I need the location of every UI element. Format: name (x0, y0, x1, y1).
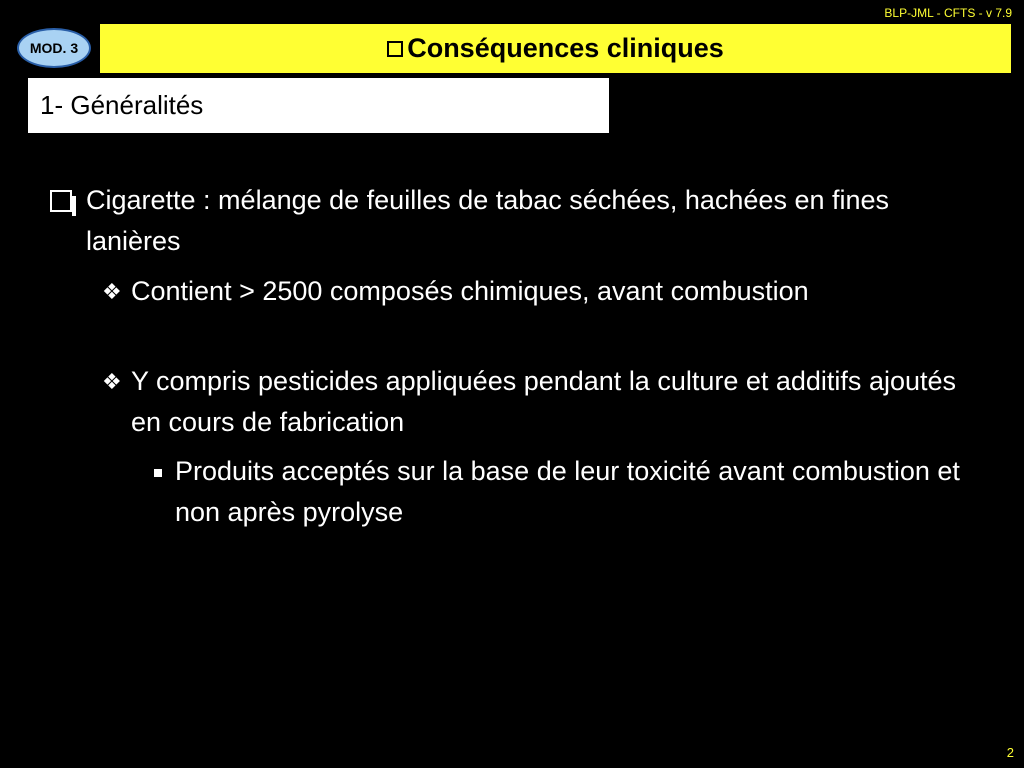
page-number: 2 (1006, 745, 1014, 760)
diamond-bullet-icon: ❖ (102, 369, 122, 394)
bullet-level1 (48, 180, 988, 262)
title-bar (100, 24, 1011, 73)
slide-title (387, 33, 724, 64)
bullet-level2-a (102, 271, 962, 312)
checkbox-bullet-icon (50, 190, 72, 212)
section-heading (28, 78, 609, 133)
checkbox-bullet-icon (387, 41, 403, 57)
bullet-level3-text: Produits acceptés sur la base de leur toxicité avant combustion et non après pyrolyse (175, 456, 960, 527)
bullet-level2-a-text: Contient > 2500 composés chimiques, avant combustion (131, 276, 809, 306)
bullet-level1-text: Cigarette : mélange de feuilles de tabac séchées, hachées en fines lanières (86, 185, 890, 256)
diamond-bullet-icon: ❖ (102, 279, 122, 304)
slide-title-text: Conséquences cliniques (407, 33, 724, 63)
bullet-level2-b-text: Y compris pesticides appliquées pendant la culture et additifs ajoutés en cours de fabrication (131, 366, 957, 437)
module-badge (17, 28, 91, 68)
module-badge-label: MOD. 3 (29, 40, 79, 56)
bullet-level2-b (102, 361, 962, 443)
section-heading-text: 1- Généralités (40, 90, 204, 120)
version-label: BLP-JML - CFTS - v 7.9 (884, 6, 1012, 20)
square-bullet-icon (154, 469, 162, 477)
bullet-level3 (152, 451, 972, 533)
